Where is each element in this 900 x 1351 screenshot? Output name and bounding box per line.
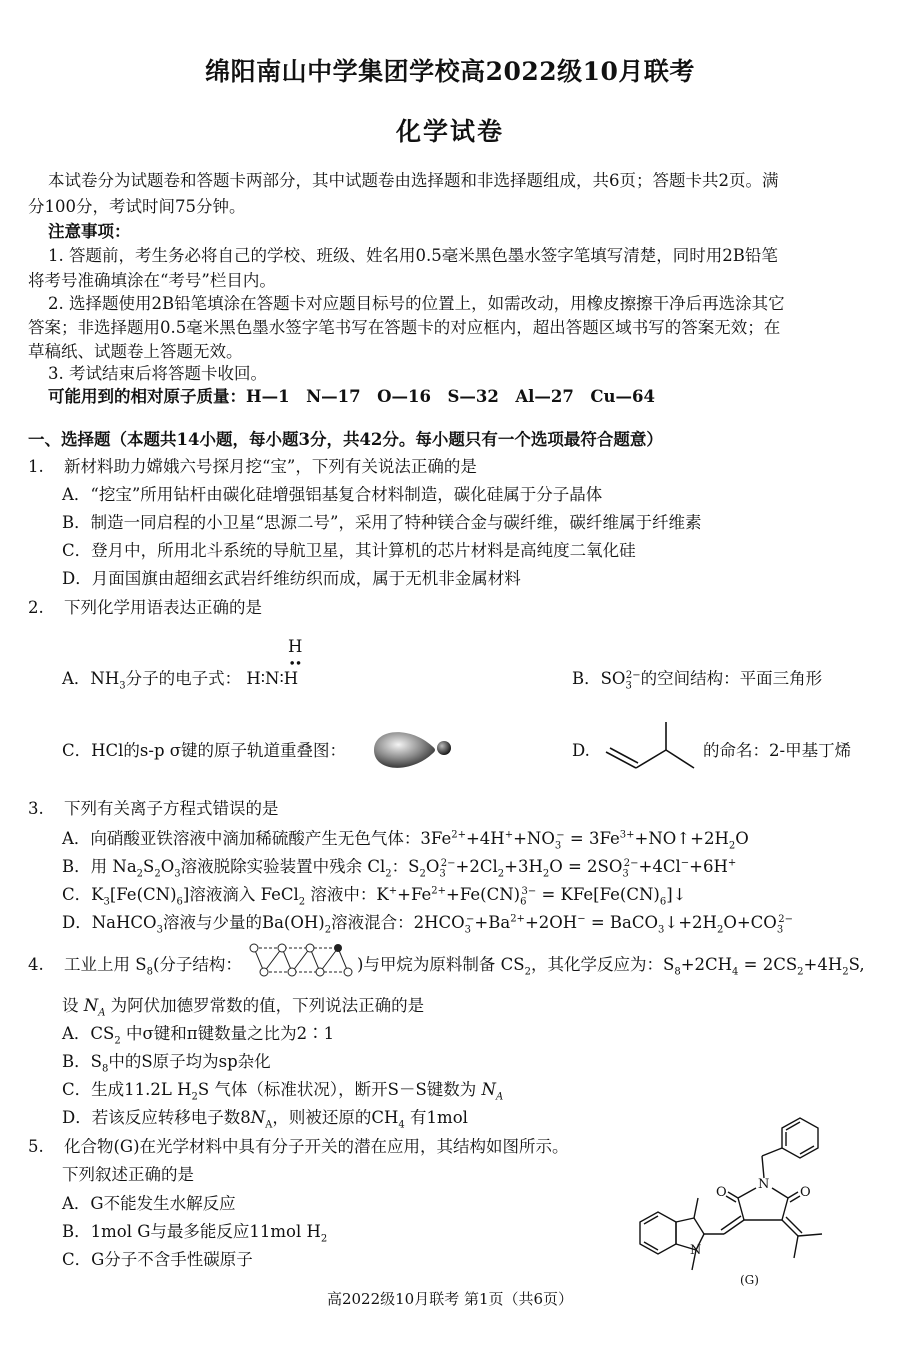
q2-option-a: A．$NH_3$分子的电子式： H∶N∶H — [62, 669, 299, 692]
question-number: 5. — [28, 1137, 44, 1156]
option-a: A．“挖宝”所用钻杆由碳化硅增强铝基复合材料制造，碳化硅属于分子晶体 — [62, 485, 603, 504]
q5-option-a: A．G不能发生水解反应 — [62, 1194, 236, 1213]
question-number: 2. — [28, 598, 44, 617]
lewis-structure: H∶N∶H — [246, 669, 299, 688]
option-d: D．月面国旗由超细玄武岩纤维纺织而成，属于无机非金属材料 — [62, 569, 521, 588]
question-1 — [28, 456, 477, 478]
svg-text:N: N — [690, 1243, 702, 1258]
notice-item: 草稿纸、试题卷上答题无效。 — [28, 342, 243, 361]
exam-title: 绵阳南山中学集团学校高2022级10月联考 — [205, 57, 695, 86]
question-number: 4. — [28, 955, 44, 974]
question-stem: 化合物(G)在光学材料中具有分子开关的潜在应用，其结构如图所示。 — [64, 1137, 569, 1156]
alkene-skeletal-structure — [602, 720, 698, 772]
question-stem-2: 下列叙述正确的是 — [62, 1165, 194, 1184]
q2-option-d-text: 的命名：2-甲基丁烯 — [703, 741, 852, 760]
question-5 — [28, 1136, 569, 1158]
question-stem: 新材料助力嫦娥六号探月挖“宝”，下列有关说法正确的是 — [64, 457, 477, 476]
atomic-mass-line: 可能用到的相对原子质量：H—1 N—17 O—16 S—32 Al—27 Cu—64 — [48, 387, 655, 406]
lewis-dots: ∙∙ — [289, 656, 302, 671]
q3-option-b: B．用 $Na_2S_2O_3$溶液脱除实验装置中残余 $Cl_2$：$S_2O_3^{2-}+2Cl_2+3H_2O = 2SO_3^{2-}+4Cl^-+6H^+$ — [62, 857, 737, 880]
question-2 — [28, 597, 262, 619]
q2-option-d-label: D. — [572, 741, 590, 760]
q4-option-a: A．$CS_2$ 中σ键和π键数量之比为2∶1 — [62, 1024, 335, 1047]
q3-option-c: C．$K_3[Fe(CN)_6]$溶液滴入 FeCl$_2$ 溶液中：$K^++Fe^{2+}+Fe(CN)_6^{3-}$ = $KFe[Fe(CN)_6]↓$ — [62, 885, 687, 908]
q3-option-d: D．NaHCO$_3$溶液与少量的$Ba(OH)_2$溶液混合：$2HCO_3^-+Ba^{2+}+2OH^-$ = $BaCO_3↓+2H_2O+CO_3^{2-}$ — [62, 913, 793, 936]
q4-stem-tail: )与甲烷为原料制备 $CS_2$，其化学反应为：$S_8+2CH_4 = 2CS_2+4H_2S$, — [357, 955, 865, 978]
q4-option-c: C．生成11.2L $H_2S$ 气体（标准状况），断开S－S键数为 $N_A$ — [62, 1080, 504, 1103]
notice-item: 答案；非选择题用0.5毫米黑色墨水签字笔书写在答题卡的对应框内，超出答题区域书写的答案无效；在 — [28, 318, 781, 337]
question-stem: 下列化学用语表达正确的是 — [64, 598, 262, 617]
q4-option-b: B．$S_8$中的S原子均为sp杂化 — [62, 1052, 271, 1075]
question-4: 4. 工业上用 $S_8$(分子结构： — [28, 955, 242, 978]
q5-option-b: B．1mol G与最多能反应11mol $H_2$ — [62, 1222, 328, 1245]
q2-option-c: C．HCl的s-p σ键的原子轨道重叠图： — [62, 741, 347, 760]
intro-line: 本试卷分为试题卷和答题卡两部分，其中试题卷由选择题和非选择题组成，共6页；答题卡共2页。满 — [48, 171, 779, 190]
option-c: C．登月中，所用北斗系统的导航卫星，其计算机的芯片材料是高纯度二氧化硅 — [62, 541, 636, 560]
question-3 — [28, 798, 279, 820]
lewis-top-h: H — [288, 637, 303, 656]
notice-item: 2. 选择题使用2B铅笔填涂在答题卡对应题目标号的位置上，如需改动，用橡皮擦擦干净后再选涂其它 — [48, 294, 785, 313]
compound-g-structure — [632, 1108, 878, 1288]
s8-crown-structure — [244, 940, 356, 980]
notice-title: 注意事项： — [48, 222, 131, 241]
orbital-overlap-diagram — [370, 722, 460, 778]
question-stem: 下列有关离子方程式错误的是 — [64, 799, 279, 818]
section-heading: 一、选择题（本题共14小题，每小题3分，共42分。每小题只有一个选项最符合题意） — [28, 430, 663, 449]
svg-text:N: N — [758, 1177, 770, 1192]
notice-item: 1. 答题前，考生务必将自己的学校、班级、姓名用0.5毫米黑色墨水签字笔填写清楚，同时用2B铅笔 — [48, 246, 778, 265]
q4-stem-line2: 设 $N_A$ 为阿伏加德罗常数的值，下列说法正确的是 — [62, 996, 425, 1019]
svg-text:(G): (G) — [740, 1273, 759, 1287]
question-number: 1. — [28, 457, 44, 476]
q2-option-b: B．$SO_3^{2-}$的空间结构：平面三角形 — [572, 669, 823, 692]
q3-option-a: A．向硝酸亚铁溶液中滴加稀硫酸产生无色气体：$3Fe^{2+}+4H^++NO_3^-$ = $3Fe^{3+}+NO↑+2H_2O$ — [62, 829, 749, 852]
option-b: B．制造一同启程的小卫星“思源二号”，采用了特种镁合金与碳纤维，碳纤维属于纤维素 — [62, 513, 702, 532]
q5-option-c: C．G分子不含手性碳原子 — [62, 1250, 253, 1269]
notice-item: 将考号准确填涂在“考号”栏目内。 — [28, 271, 276, 290]
svg-text:O: O — [716, 1185, 727, 1200]
svg-text:O: O — [800, 1185, 811, 1200]
question-number: 3. — [28, 799, 44, 818]
q4-option-d: D．若该反应转移电子数$8N_A$，则被还原的$CH_4$ 有1mol — [62, 1108, 468, 1131]
exam-subtitle: 化学试卷 — [395, 117, 504, 146]
intro-line: 分100分，考试时间75分钟。 — [28, 197, 246, 216]
page-footer: 高2022级10月联考 第1页（共6页） — [326, 1290, 574, 1308]
notice-item: 3. 考试结束后将答题卡收回。 — [48, 364, 267, 383]
